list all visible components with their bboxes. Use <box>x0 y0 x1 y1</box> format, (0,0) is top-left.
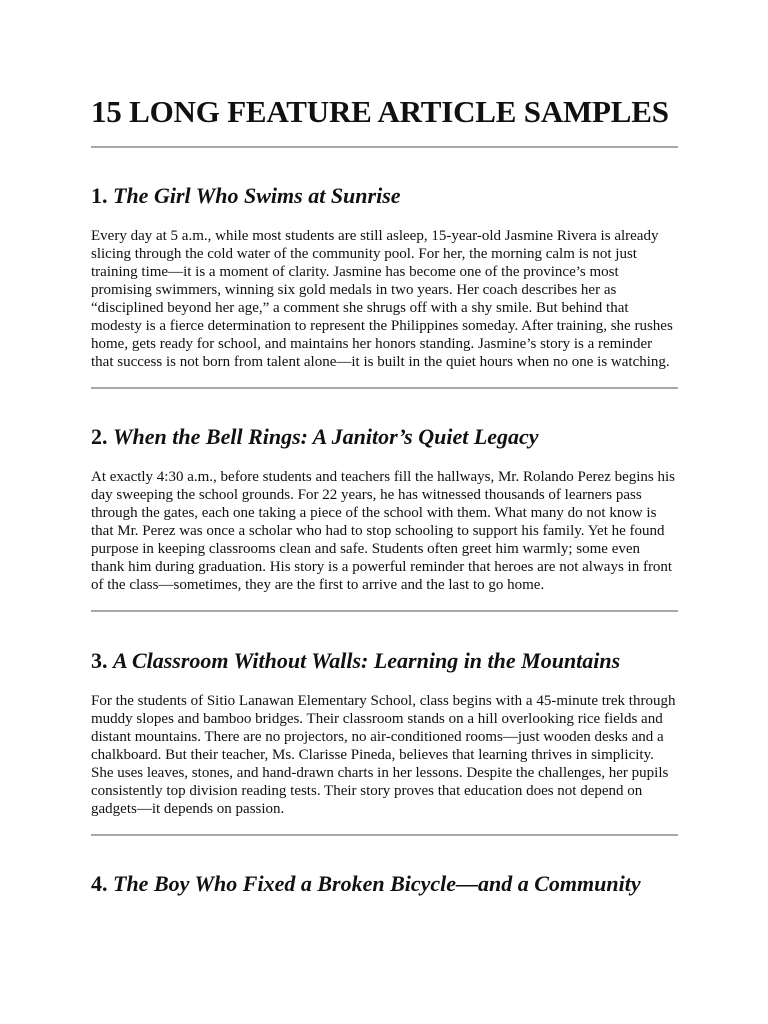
article-title: A Classroom Without Walls: Learning in the Mountains <box>113 648 621 673</box>
article-number: 1. <box>91 183 108 208</box>
section-divider <box>91 146 678 148</box>
article-heading-4 <box>91 871 641 897</box>
document-title: 15 LONG FEATURE ARTICLE SAMPLES <box>91 94 669 129</box>
article-heading-2 <box>91 424 539 450</box>
article-body-2: At exactly 4:30 a.m., before students and teachers fill the hallways, Mr. Rolando Perez begins his day sweeping the school grounds. For 22 years, he has witnessed thousands of learners pass through the gates, each one taking a piece of the school with them. What many do not know is that Mr. Perez was once a scholar who had to stop schooling to support his family. Yet he found purpose in keeping classrooms clean and safe. Students often greet him warmly; some even thank him during graduation. His story is a powerful reminder that heroes are not always in front of the class—sometimes, they are the first to arrive and the last to go home. <box>91 469 676 593</box>
article-number: 2. <box>91 424 108 449</box>
article-heading-1 <box>91 183 401 209</box>
article-title: The Girl Who Swims at Sunrise <box>113 183 401 208</box>
article-heading-3 <box>91 648 620 674</box>
article-title: The Boy Who Fixed a Broken Bicycle—and a Community <box>113 871 641 896</box>
section-divider <box>91 610 678 612</box>
article-title: When the Bell Rings: A Janitor’s Quiet Legacy <box>113 424 539 449</box>
section-divider <box>91 387 678 389</box>
article-body-3: For the students of Sitio Lanawan Elementary School, class begins with a 45-minute trek through muddy slopes and bamboo bridges. Their classroom stands on a hill overlooking rice fields and distant mountains. There are no projectors, no air-conditioned rooms—just wooden desks and a chalkboard. But their teacher, Ms. Clarisse Pineda, believes that learning thrives in simplicity. She uses leaves, stones, and hand-drawn charts in her lessons. Despite the challenges, her pupils consistently top division reading tests. Their story proves that education does not depend on gadgets—it depends on passion. <box>91 693 676 817</box>
article-number: 4. <box>91 871 108 896</box>
article-body-1: Every day at 5 a.m., while most students are still asleep, 15-year-old Jasmine Rivera is already slicing through the cold water of the community pool. For her, the morning calm is not just training time—it is a moment of clarity. Jasmine has become one of the province’s most promising swimmers, winning six gold medals in two years. Her coach describes her as “disciplined beyond her age,” a comment she shrugs off with a shy smile. But behind that modesty is a fierce determination to represent the Philippines someday. After training, she rushes home, gets ready for school, and maintains her honors standing. Jasmine’s story is a reminder that success is not born from talent alone—it is built in the quiet hours when no one is watching. <box>91 228 673 370</box>
section-divider <box>91 834 678 836</box>
article-number: 3. <box>91 648 108 673</box>
